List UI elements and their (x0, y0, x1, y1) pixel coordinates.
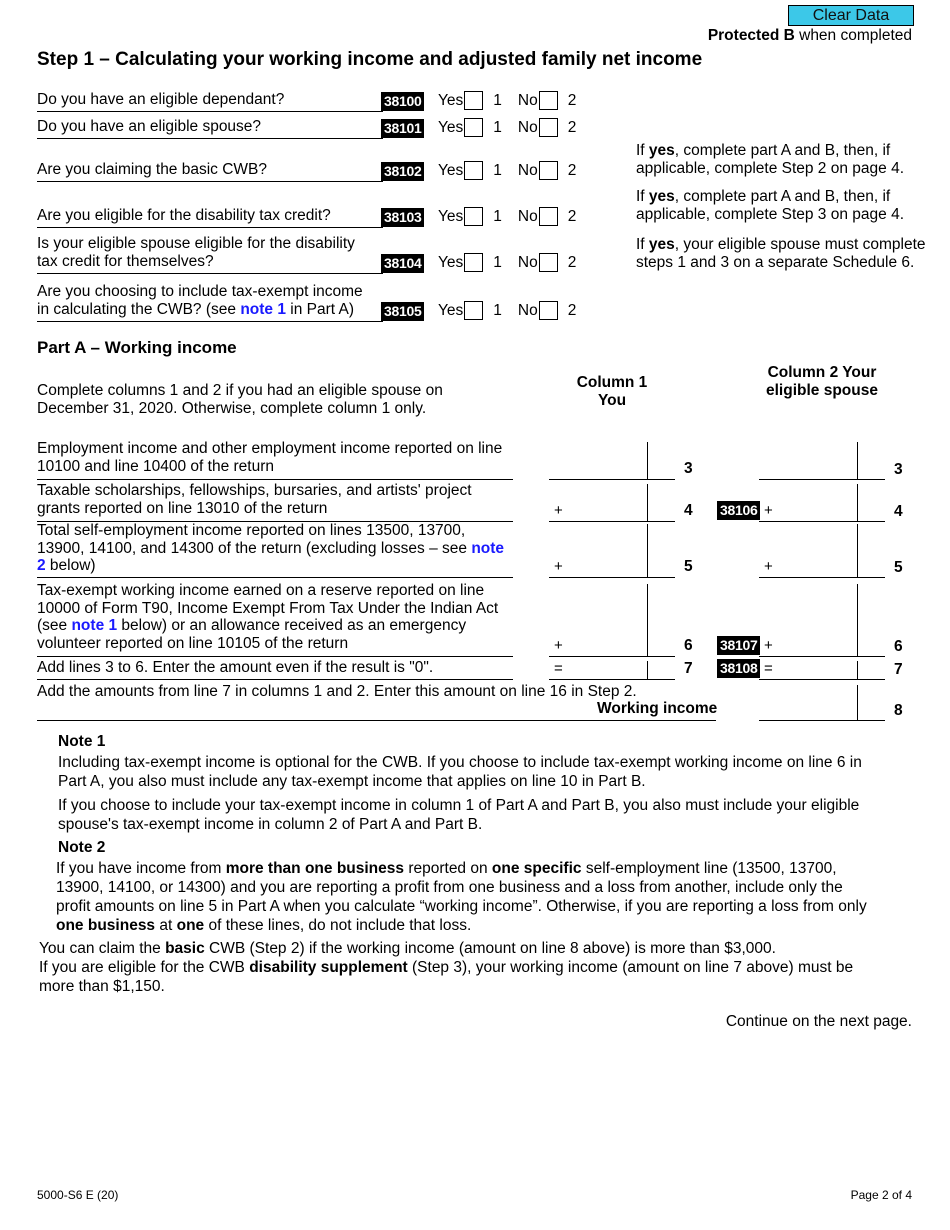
line-5-description: Total self-employment income reported on lines 13500, 13700, 13900, 14100, and 14300 of the return (excluding losses – see note 2 below) (37, 522, 513, 578)
line-code: 38106 (717, 501, 760, 520)
cents-divider (647, 484, 648, 521)
step1-title: Step 1 – Calculating your working income and adjusted family net income (37, 49, 703, 70)
line-3-description: Employment income and other employment income reported on line 10100 and line 10400 of the return (37, 440, 513, 480)
no-checkbox[interactable] (539, 161, 558, 180)
operator: + (554, 637, 563, 654)
line-number: 3 (684, 460, 693, 477)
col1-line-7-field[interactable] (549, 679, 675, 680)
cents-divider (857, 661, 858, 679)
operator: + (554, 558, 563, 575)
part-a-title: Part A – Working income (37, 338, 237, 357)
line-code: 38102 (381, 162, 424, 181)
line-4-description: Taxable scholarships, fellowships, bursaries, and artists' project grants reported on line 13010 of the return (37, 482, 513, 522)
line-number: 4 (684, 502, 693, 519)
no-label: No (517, 207, 538, 225)
question-underline (37, 227, 383, 228)
col2-line-5-field[interactable] (759, 577, 885, 578)
no-label: No (517, 91, 538, 109)
line-number: 8 (894, 702, 903, 719)
continue-text: Continue on the next page. (725, 1013, 912, 1030)
yes-checkbox[interactable] (464, 301, 483, 320)
line-number: 5 (684, 558, 693, 575)
line-8-description: Add the amounts from line 7 in columns 1 and 2. Enter this amount on line 16 in Step 2. (37, 683, 716, 721)
no-label: No (517, 301, 538, 319)
cents-divider (857, 524, 858, 577)
cents-divider (647, 584, 648, 656)
yes-value: 1 (493, 161, 502, 179)
operator: + (764, 637, 773, 654)
cents-divider (647, 661, 648, 679)
yes-label: Yes (438, 118, 464, 136)
yes-no-choice (438, 301, 576, 320)
question-text: Are you choosing to include tax-exempt income in calculating the CWB? (see note 1 in Part A) (37, 283, 363, 318)
no-value: 2 (567, 161, 577, 179)
question-text: Are you claiming the basic CWB? (37, 161, 268, 178)
yes-checkbox[interactable] (464, 91, 483, 110)
question-underline (37, 111, 383, 112)
cents-divider (647, 442, 648, 479)
yes-checkbox[interactable] (464, 118, 483, 137)
question-underline (37, 181, 383, 182)
operator: = (764, 660, 773, 677)
note2-title: Note 2 (58, 839, 106, 856)
question-text: Do you have an eligible spouse? (37, 118, 262, 135)
no-checkbox[interactable] (539, 301, 558, 320)
yes-value: 1 (493, 118, 502, 136)
line-number: 7 (894, 661, 903, 678)
no-label: No (517, 161, 538, 179)
protected-rest: when completed (794, 27, 912, 44)
col2-line-4-field[interactable] (759, 521, 885, 522)
no-checkbox[interactable] (539, 253, 558, 272)
question-text: Do you have an eligible dependant? (37, 91, 285, 108)
claim-text: You can claim the basic CWB (Step 2) if the working income (amount on line 8 above) is more than $3,000. If you are eligible for the CWB disability supplement (Step 3), your working income (amount on line 7 above) must be more than $1,150. (39, 940, 854, 995)
yes-checkbox[interactable] (464, 253, 483, 272)
operator: + (764, 558, 773, 575)
yes-no-choice (438, 207, 576, 226)
no-checkbox[interactable] (539, 207, 558, 226)
side-note-2: If yes, complete part A and B, then, if applicable, complete Step 3 on page 4. (636, 188, 904, 223)
line-number: 4 (894, 503, 903, 520)
line-number: 6 (894, 638, 903, 655)
yes-checkbox[interactable] (464, 207, 483, 226)
cents-divider (857, 484, 858, 521)
line-code: 38104 (381, 254, 424, 273)
yes-no-choice (438, 161, 576, 180)
yes-checkbox[interactable] (464, 161, 483, 180)
operator: + (764, 502, 773, 519)
no-label: No (517, 253, 538, 271)
yes-value: 1 (493, 91, 502, 109)
cents-divider (647, 524, 648, 577)
yes-label: Yes (438, 253, 464, 271)
line-code: 38100 (381, 92, 424, 111)
col1-line-4-field[interactable] (549, 521, 675, 522)
no-label: No (517, 118, 538, 136)
line-7-description: Add lines 3 to 6. Enter the amount even if the result is "0". (37, 659, 513, 680)
clear-data-button[interactable]: Clear Data (788, 5, 914, 26)
col1-line-5-field[interactable] (549, 577, 675, 578)
yes-no-choice (438, 253, 576, 272)
line-code: 38107 (717, 636, 760, 655)
cents-divider (857, 685, 858, 720)
col2-line-6-field[interactable] (759, 656, 885, 657)
question-underline (37, 138, 383, 139)
question-underline (37, 273, 383, 274)
operator: + (554, 502, 563, 519)
side-note-1: If yes, complete part A and B, then, if applicable, complete Step 2 on page 4. (636, 142, 904, 177)
note-link[interactable]: note 1 (71, 617, 118, 634)
col1-line-3-field[interactable] (549, 479, 675, 480)
no-value: 2 (567, 118, 577, 136)
form-number: 5000-S6 E (20) (37, 1188, 119, 1202)
no-value: 2 (567, 253, 577, 271)
column-2-header: Column 2 Your eligible spouse (766, 364, 878, 399)
question-underline (37, 321, 383, 322)
yes-label: Yes (438, 301, 464, 319)
protected-b: Protected B (707, 27, 795, 44)
column-1-header: Column 1 You (576, 374, 648, 409)
yes-no-choice (438, 91, 576, 110)
line-number: 7 (684, 660, 693, 677)
no-value: 2 (567, 301, 577, 319)
question-text: Is your eligible spouse eligible for the disability tax credit for themselves? (37, 235, 355, 270)
col1-line-6-field[interactable] (549, 656, 675, 657)
working-income-label: Working income (597, 700, 718, 717)
line-code: 38103 (381, 208, 424, 227)
col2-line-7-field[interactable] (759, 679, 885, 680)
yes-no-choice (438, 118, 576, 137)
note2-text: If you have income from more than one business reported on one specific self-employment line (13500, 13700, 13900, 14100, or 14300) and you are reporting a profit from one business and a loss from another, include only the profit amounts on line 5 in Part A when you calculate “working income”. Otherwise, if you are reporting a loss from only one business at one of these lines, do not include that loss. (56, 860, 867, 934)
line-number: 5 (894, 559, 903, 576)
note1-p2: If you choose to include your tax-exempt income in column 1 of Part A and Part B, you also must include your eligible spouse's tax-exempt income in column 2 of Part A and Part B. (58, 797, 860, 833)
yes-value: 1 (493, 253, 502, 271)
yes-value: 1 (493, 301, 502, 319)
line-code: 38108 (717, 659, 760, 678)
note-link[interactable]: note 2 (37, 539, 505, 574)
no-value: 2 (567, 91, 577, 109)
page-number: Page 2 of 4 (850, 1188, 912, 1202)
side-note-3: If yes, your eligible spouse must complete steps 1 and 3 on a separate Schedule 6. (636, 236, 926, 271)
no-checkbox[interactable] (539, 118, 558, 137)
protected-label (708, 27, 912, 45)
col2-line-8-field[interactable] (759, 720, 885, 721)
line-number: 3 (894, 461, 903, 478)
cents-divider (857, 442, 858, 479)
no-checkbox[interactable] (539, 91, 558, 110)
line-number: 6 (684, 637, 693, 654)
no-value: 2 (567, 207, 577, 225)
line-code: 38105 (381, 302, 424, 321)
question-text: Are you eligible for the disability tax credit? (37, 207, 331, 224)
note1-title: Note 1 (58, 733, 106, 750)
cents-divider (857, 584, 858, 656)
note1-p1: Including tax-exempt income is optional for the CWB. If you choose to include tax-exempt working income on line 6 in Part A, you also must include any tax-exempt income that applies on line 10 in Part B. (58, 754, 862, 790)
yes-label: Yes (438, 91, 464, 109)
yes-label: Yes (438, 207, 464, 225)
line-6-description: Tax-exempt working income earned on a reserve reported on line 10000 of Form T90, Income Exempt From Tax Under the Indian Act (see note 1 below) or an allowance received as an emergency volunteer reported on line 10105 of the return (37, 582, 513, 657)
col2-line-3-field[interactable] (759, 479, 885, 480)
yes-value: 1 (493, 207, 502, 225)
line-code: 38101 (381, 119, 424, 138)
operator: = (554, 660, 563, 677)
part-a-intro: Complete columns 1 and 2 if you had an eligible spouse on December 31, 2020. Otherwise, complete column 1 only. (37, 382, 443, 417)
note-1-link[interactable]: note 1 (240, 301, 286, 318)
yes-label: Yes (438, 161, 464, 179)
